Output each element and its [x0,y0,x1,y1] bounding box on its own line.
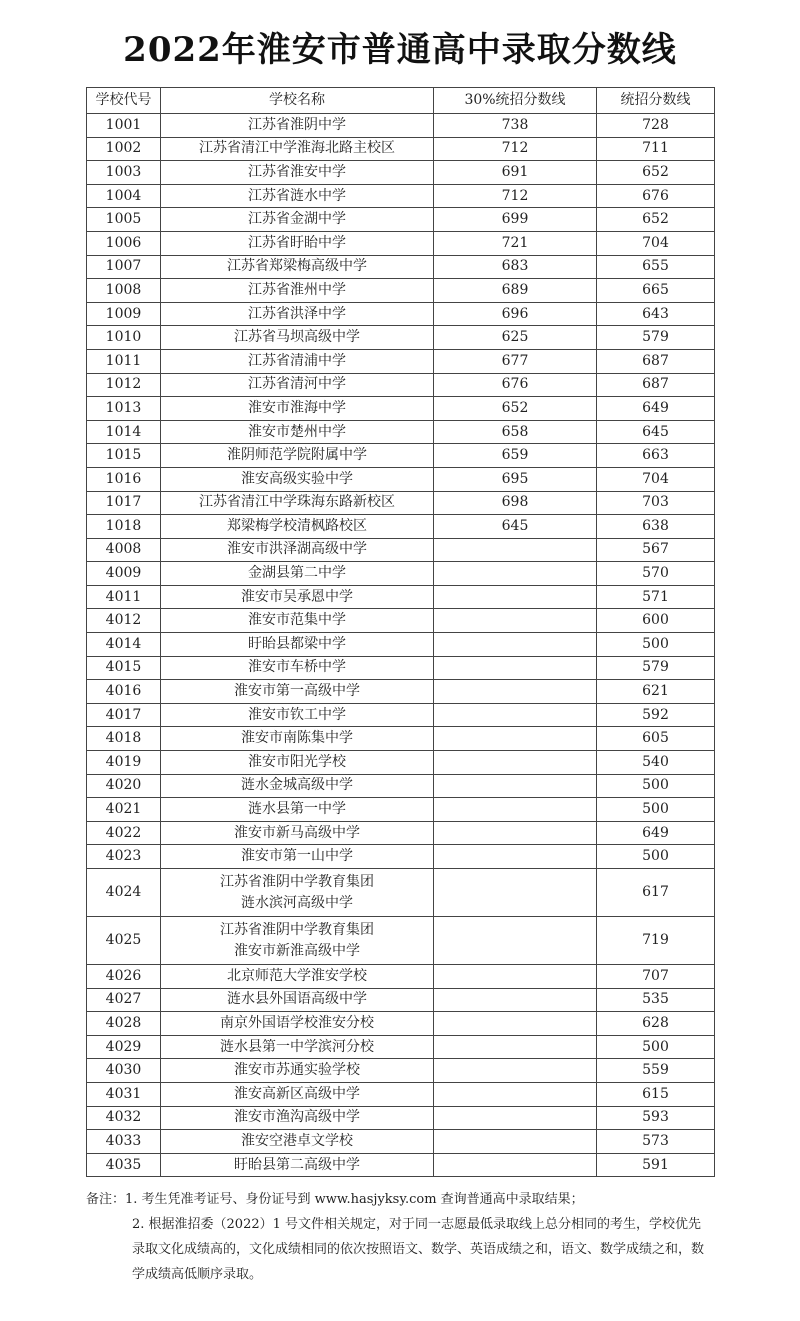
cell-30pct-score: 698 [434,491,597,515]
cell-school-code: 4031 [87,1082,161,1106]
school-name-line: 南京外国语学校淮安分校 [220,1014,374,1031]
table-row [87,727,715,751]
cell-score: 707 [597,965,715,989]
cell-school-code: 4032 [87,1106,161,1130]
cell-school-code: 1006 [87,231,161,255]
cell-30pct-score [434,917,597,965]
cell-30pct-score [434,965,597,989]
cell-school-code: 4030 [87,1059,161,1083]
cell-school-code: 4033 [87,1130,161,1154]
cell-score: 540 [597,751,715,775]
cell-30pct-score [434,562,597,586]
cell-score: 687 [597,349,715,373]
cell-score: 593 [597,1106,715,1130]
cell-school-name [161,1035,434,1059]
cell-school-name [161,703,434,727]
cell-school-name [161,633,434,657]
school-name-line: 江苏省淮阴中学教育集团 [220,873,374,890]
cell-score: 645 [597,420,715,444]
cell-30pct-score: 691 [434,161,597,185]
cell-school-code: 1012 [87,373,161,397]
table-body [87,114,715,1177]
cell-score: 571 [597,585,715,609]
cell-school-code: 4035 [87,1153,161,1177]
cell-30pct-score [434,1082,597,1106]
table-row [87,1012,715,1036]
cell-school-name [161,1106,434,1130]
cell-score: 617 [597,869,715,917]
table-row [87,821,715,845]
cell-score: 579 [597,326,715,350]
cell-score: 500 [597,798,715,822]
cell-score: 570 [597,562,715,586]
cell-school-code: 4016 [87,680,161,704]
school-name-line: 涟水滨河高级中学 [241,894,353,911]
cell-school-name [161,420,434,444]
school-name-line: 郑梁梅学校清枫路校区 [227,517,367,534]
cell-score: 638 [597,515,715,539]
note-line-2: 2. 根据淮招委（2022）1 号文件相关规定，对于同一志愿最低录取线上总分相同的考生，学校优先录取文化成绩高的，文化成绩相同的依次按照语文、数学、英语成绩之和，语文、数学成绩之和，数学成绩高低顺序录取。 [132,1217,705,1282]
table-row [87,585,715,609]
cell-school-code: 4012 [87,609,161,633]
cell-30pct-score [434,538,597,562]
cell-score: 500 [597,774,715,798]
cell-school-name [161,656,434,680]
header-school-name: 学校名称 [161,88,434,114]
cell-school-name [161,821,434,845]
school-name-line: 盱眙县都梁中学 [248,635,346,652]
cell-school-name [161,467,434,491]
cell-school-name [161,585,434,609]
school-name-line: 淮安市第一高级中学 [234,683,360,700]
school-name-line: 淮安市阳光学校 [248,753,346,770]
cell-school-name [161,680,434,704]
cell-score: 649 [597,821,715,845]
cell-school-code: 1014 [87,420,161,444]
cell-score: 665 [597,279,715,303]
cell-school-code: 4018 [87,727,161,751]
cell-score: 592 [597,703,715,727]
header-30pct-score: 30%统招分数线 [434,88,597,114]
cell-school-code: 4008 [87,538,161,562]
cell-30pct-score: 696 [434,302,597,326]
table-row [87,538,715,562]
cell-school-name [161,397,434,421]
school-name-line: 江苏省淮阴中学 [248,116,346,133]
cell-30pct-score: 738 [434,114,597,138]
school-name-line: 江苏省郑梁梅高级中学 [227,258,367,275]
cell-school-name [161,845,434,869]
cell-30pct-score: 658 [434,420,597,444]
table-row [87,965,715,989]
cell-30pct-score [434,1153,597,1177]
cell-school-name [161,727,434,751]
school-name-line: 淮安高级实验中学 [241,470,353,487]
cell-30pct-score: 659 [434,444,597,468]
cell-score: 704 [597,231,715,255]
cell-school-name [161,988,434,1012]
cell-school-name [161,349,434,373]
table-row [87,1106,715,1130]
table-row [87,1082,715,1106]
cell-school-code: 4025 [87,917,161,965]
cell-score: 500 [597,1035,715,1059]
school-name-line: 北京师范大学淮安学校 [227,967,367,984]
school-name-line: 淮安市南陈集中学 [241,730,353,747]
school-name-line: 江苏省清河中学 [248,376,346,393]
school-name-line: 淮安市渔沟高级中学 [234,1109,360,1126]
school-name-line: 金湖县第二中学 [248,565,346,582]
cell-30pct-score [434,633,597,657]
cell-score: 621 [597,680,715,704]
cell-score: 559 [597,1059,715,1083]
table-header-row [87,88,715,114]
cell-30pct-score: 677 [434,349,597,373]
cell-30pct-score [434,798,597,822]
cell-school-code: 4015 [87,656,161,680]
cell-score: 652 [597,161,715,185]
cell-score: 663 [597,444,715,468]
school-name-line: 江苏省淮阴中学教育集团 [220,921,374,938]
cell-school-name [161,137,434,161]
cell-score: 728 [597,114,715,138]
school-name-line: 淮安市楚州中学 [248,423,346,440]
cell-score: 535 [597,988,715,1012]
header-score: 统招分数线 [597,88,715,114]
school-name-line: 江苏省淮州中学 [248,281,346,298]
school-name-line: 淮安市范集中学 [248,612,346,629]
cell-30pct-score [434,774,597,798]
cell-school-code: 1003 [87,161,161,185]
cell-school-code: 4014 [87,633,161,657]
table-row [87,231,715,255]
cell-school-name [161,231,434,255]
school-name-line: 盱眙县第二高级中学 [234,1156,360,1173]
cell-school-name [161,1130,434,1154]
table-row [87,420,715,444]
cell-30pct-score: 676 [434,373,597,397]
table-row [87,467,715,491]
cell-school-name [161,917,434,965]
cell-score: 600 [597,609,715,633]
cell-30pct-score: 683 [434,255,597,279]
cell-school-name [161,208,434,232]
table-row [87,184,715,208]
cell-school-code: 1010 [87,326,161,350]
cell-school-name [161,302,434,326]
cell-school-name [161,562,434,586]
table-row [87,444,715,468]
cell-school-name [161,751,434,775]
cell-school-name [161,798,434,822]
cell-school-code: 1004 [87,184,161,208]
cell-school-code: 4009 [87,562,161,586]
school-name-line: 涟水县第一中学滨河分校 [220,1038,374,1055]
cell-school-name [161,161,434,185]
cell-score: 649 [597,397,715,421]
cell-school-code: 4027 [87,988,161,1012]
cell-score: 676 [597,184,715,208]
cell-30pct-score [434,680,597,704]
school-name-line: 江苏省金湖中学 [248,211,346,228]
school-name-line: 淮阴师范学院附属中学 [227,447,367,464]
cell-school-code: 1007 [87,255,161,279]
cell-school-name [161,184,434,208]
table-row [87,633,715,657]
cell-school-name [161,1012,434,1036]
cell-school-code: 4023 [87,845,161,869]
school-name-line: 淮安市新淮高级中学 [234,942,360,959]
cell-30pct-score [434,1012,597,1036]
cell-30pct-score [434,751,597,775]
cell-30pct-score: 652 [434,397,597,421]
school-name-line: 淮安市第一山中学 [241,848,353,865]
cell-school-code: 4020 [87,774,161,798]
table-row [87,917,715,965]
cell-score: 704 [597,467,715,491]
school-name-line: 淮安市车桥中学 [248,659,346,676]
cell-score: 719 [597,917,715,965]
cell-30pct-score: 645 [434,515,597,539]
admission-score-table [86,87,715,1177]
note-line-1: 备注：1. 考生凭准考证号、身份证号到 www.hasjyksy.com 查询普通高中录取结果； [86,1192,584,1207]
cell-school-name [161,774,434,798]
table-row [87,845,715,869]
cell-school-code: 1005 [87,208,161,232]
cell-school-code: 1002 [87,137,161,161]
cell-school-name [161,1059,434,1083]
school-name-line: 江苏省马坝高级中学 [234,329,360,346]
school-name-line: 淮安高新区高级中学 [234,1085,360,1102]
header-school-code: 学校代号 [87,88,161,114]
cell-school-code: 1009 [87,302,161,326]
table-row [87,302,715,326]
cell-score: 655 [597,255,715,279]
school-name-line: 淮安市淮海中学 [248,399,346,416]
table-row [87,988,715,1012]
school-name-line: 淮安市钦工中学 [248,706,346,723]
cell-30pct-score: 712 [434,184,597,208]
cell-score: 703 [597,491,715,515]
table-row [87,279,715,303]
cell-score: 711 [597,137,715,161]
table-row [87,656,715,680]
cell-school-code: 1013 [87,397,161,421]
cell-score: 573 [597,1130,715,1154]
school-name-line: 江苏省清江中学珠海东路新校区 [199,494,395,511]
cell-school-code: 4024 [87,869,161,917]
table-row [87,515,715,539]
cell-score: 687 [597,373,715,397]
cell-school-name [161,609,434,633]
school-name-line: 江苏省清浦中学 [248,352,346,369]
school-name-line: 淮安市新马高级中学 [234,824,360,841]
cell-30pct-score [434,1106,597,1130]
cell-school-code: 4019 [87,751,161,775]
school-name-line: 淮安空港卓文学校 [241,1132,353,1149]
cell-30pct-score: 695 [434,467,597,491]
cell-school-name [161,515,434,539]
cell-school-code: 4022 [87,821,161,845]
school-name-line: 淮安市苏通实验学校 [234,1062,360,1079]
cell-school-name [161,538,434,562]
cell-score: 643 [597,302,715,326]
cell-school-code: 4029 [87,1035,161,1059]
cell-school-name [161,1082,434,1106]
cell-30pct-score: 699 [434,208,597,232]
cell-30pct-score [434,1130,597,1154]
table-row [87,1153,715,1177]
cell-score: 500 [597,633,715,657]
cell-school-name [161,1153,434,1177]
cell-score: 605 [597,727,715,751]
cell-school-name [161,491,434,515]
table-row [87,1035,715,1059]
cell-school-code: 1017 [87,491,161,515]
cell-school-code: 1008 [87,279,161,303]
school-name-line: 淮安市吴承恩中学 [241,588,353,605]
table-row [87,680,715,704]
table-row [87,609,715,633]
cell-30pct-score [434,609,597,633]
cell-30pct-score: 712 [434,137,597,161]
cell-score: 628 [597,1012,715,1036]
school-name-line: 涟水金城高级中学 [241,777,353,794]
school-name-line: 涟水县第一中学 [248,801,346,818]
cell-school-name [161,279,434,303]
table-row [87,137,715,161]
school-name-line: 淮安市洪泽湖高级中学 [227,541,367,558]
cell-school-code: 4011 [87,585,161,609]
cell-30pct-score [434,656,597,680]
school-name-line: 江苏省洪泽中学 [248,305,346,322]
cell-school-name [161,114,434,138]
cell-score: 615 [597,1082,715,1106]
cell-school-code: 1016 [87,467,161,491]
cell-school-name [161,373,434,397]
table-row [87,208,715,232]
table-row [87,326,715,350]
cell-school-name [161,326,434,350]
table-row [87,1059,715,1083]
cell-school-code: 4028 [87,1012,161,1036]
cell-school-code: 1001 [87,114,161,138]
cell-30pct-score [434,585,597,609]
cell-score: 567 [597,538,715,562]
cell-30pct-score: 721 [434,231,597,255]
cell-30pct-score [434,1035,597,1059]
page-title: 2022年淮安市普通高中录取分数线 [123,30,677,70]
school-name-line: 江苏省淮安中学 [248,163,346,180]
table-row [87,1130,715,1154]
school-name-line: 涟水县外国语高级中学 [227,991,367,1008]
table-row [87,397,715,421]
cell-30pct-score [434,988,597,1012]
table-row [87,349,715,373]
cell-school-code: 1011 [87,349,161,373]
cell-school-code: 4026 [87,965,161,989]
cell-school-name [161,255,434,279]
cell-30pct-score [434,727,597,751]
cell-30pct-score: 625 [434,326,597,350]
cell-school-name [161,444,434,468]
cell-30pct-score [434,869,597,917]
cell-score: 579 [597,656,715,680]
cell-30pct-score [434,1059,597,1083]
table-row [87,869,715,917]
cell-score: 652 [597,208,715,232]
table-row [87,491,715,515]
cell-30pct-score [434,703,597,727]
table-row [87,774,715,798]
table-row [87,373,715,397]
cell-school-code: 4021 [87,798,161,822]
table-row [87,703,715,727]
cell-score: 591 [597,1153,715,1177]
table-row [87,161,715,185]
cell-score: 500 [597,845,715,869]
notes-section [86,1187,714,1287]
school-name-line: 江苏省涟水中学 [248,187,346,204]
cell-30pct-score [434,845,597,869]
table-row [87,114,715,138]
table-row [87,751,715,775]
cell-school-name [161,965,434,989]
cell-school-code: 4017 [87,703,161,727]
cell-school-code: 1015 [87,444,161,468]
table-row [87,798,715,822]
school-name-line: 江苏省盱眙中学 [248,234,346,251]
cell-30pct-score: 689 [434,279,597,303]
school-name-line: 江苏省清江中学淮海北路主校区 [199,140,395,157]
cell-school-code: 1018 [87,515,161,539]
cell-school-name [161,869,434,917]
cell-30pct-score [434,821,597,845]
table-row [87,562,715,586]
table-row [87,255,715,279]
